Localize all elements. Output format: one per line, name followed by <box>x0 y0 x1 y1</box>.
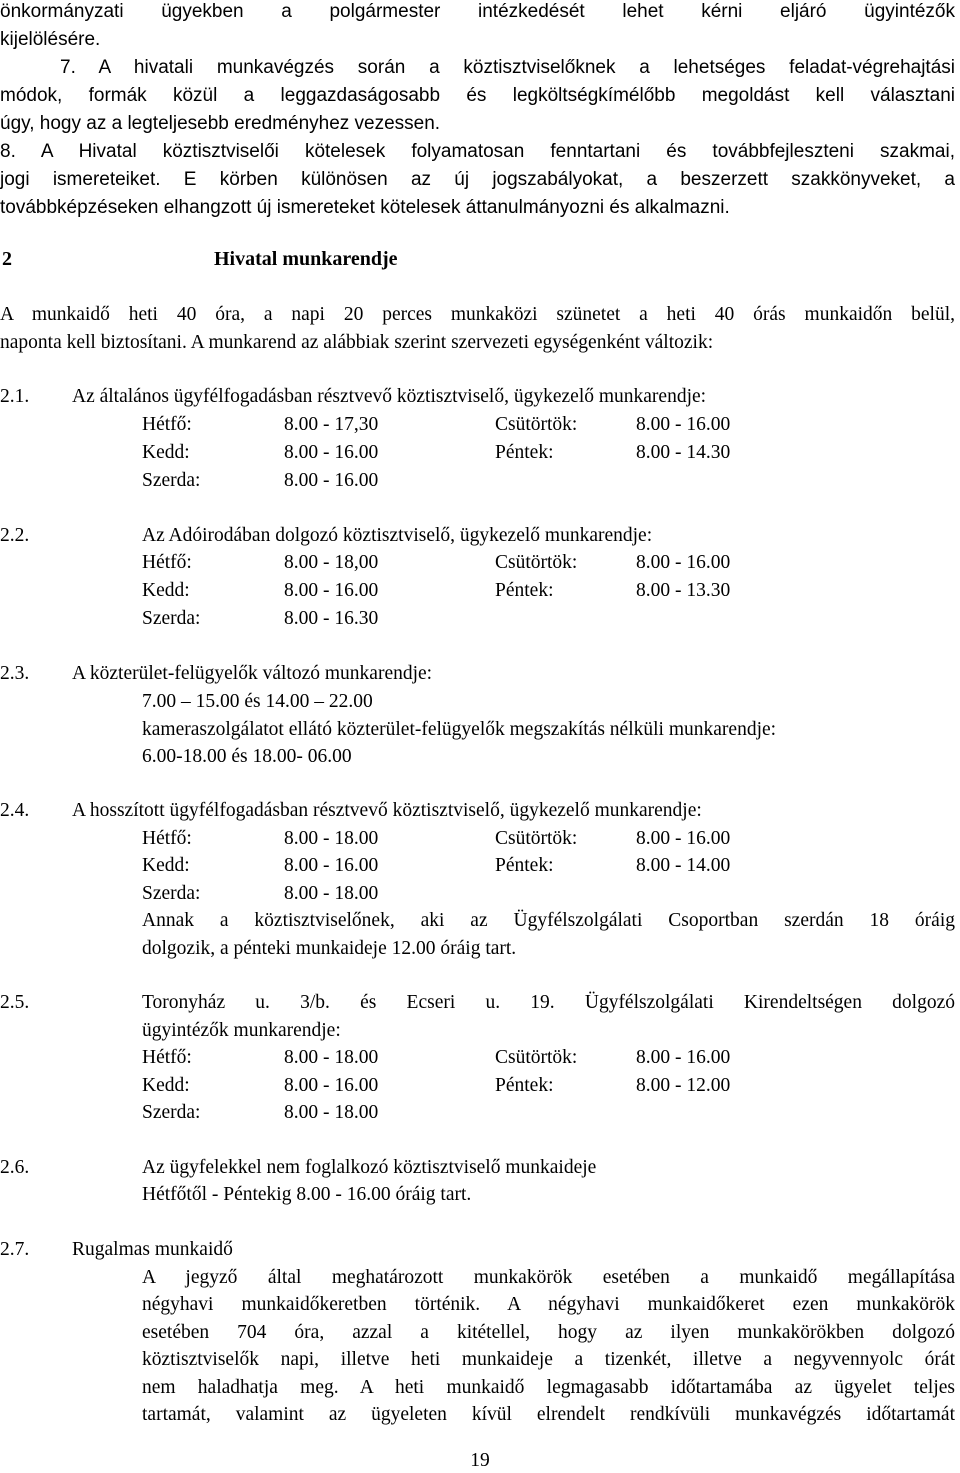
flex-time-line-4: köztisztviselők napi, illetve heti munkaideje a tizenkét, illetve a negyvennyolc órát <box>142 1349 955 1370</box>
schedule-time: 8.00 - 18.00 <box>284 1102 379 1123</box>
paragraph-8-line-2: jogi ismereteiket. E körben különösen az új jogszabályokat, a beszerzett szakkönyveket, a <box>0 169 955 190</box>
subsection-2-1-number: 2.1. <box>0 386 30 407</box>
schedule-day: Hétfő: <box>142 414 192 435</box>
schedule-time: 8.00 - 16.00 <box>284 470 379 491</box>
schedule-time: 8.00 - 16.00 <box>284 1075 379 1096</box>
subsection-2-6-title: Az ügyfelekkel nem foglalkozó köztisztviselő munkaideje <box>142 1157 597 1178</box>
subsection-2-6-number: 2.6. <box>0 1157 30 1178</box>
subsection-2-2-number: 2.2. <box>0 525 30 546</box>
note-line-1: Annak a köztisztviselőnek, aki az Ügyfélszolgálati Csoportban szerdán 18 óráig <box>142 910 955 931</box>
schedule-time: 8.00 - 16.00 <box>636 1047 731 1068</box>
schedule-time: 8.00 - 18.00 <box>284 883 379 904</box>
schedule-time: 8.00 - 16.00 <box>284 855 379 876</box>
schedule-line: Hétfőtől - Péntekig 8.00 - 16.00 óráig tart. <box>142 1184 472 1205</box>
schedule-day: Hétfő: <box>142 1047 192 1068</box>
schedule-line: 6.00-18.00 és 18.00- 06.00 <box>142 746 352 767</box>
schedule-time: 8.00 - 16.00 <box>284 442 379 463</box>
schedule-day: Péntek: <box>495 580 554 601</box>
intro-line-2: kijelölésére. <box>0 29 101 50</box>
schedule-day: Péntek: <box>495 442 554 463</box>
schedule-day: Kedd: <box>142 1075 190 1096</box>
paragraph-7-line-2: módok, formák közül a leggazdaságosabb és legköltségkímélőbb megoldást kell választani <box>0 85 955 106</box>
subsection-2-5-title-line-1: Toronyház u. 3/b. és Ecseri u. 19. Ügyfélszolgálati Kirendeltségen dolgozó <box>142 992 955 1013</box>
flex-time-line-3: esetében 704 óra, azzal a kitétellel, hogy az ilyen munkakörökben dolgozó <box>142 1322 955 1343</box>
schedule-time: 8.00 - 14.00 <box>636 855 731 876</box>
schedule-line: 7.00 – 15.00 és 14.00 – 22.00 <box>142 691 373 712</box>
section-paragraph-line-2: naponta kell biztosítani. A munkarend az alábbiak szerint szervezeti egységenként változik: <box>0 332 714 353</box>
flex-time-line-6: tartamát, valamint az ügyeleten kívül elrendelt rendkívüli munkavégzés időtartamát <box>142 1404 955 1425</box>
schedule-time: 8.00 - 13.30 <box>636 580 731 601</box>
schedule-day: Péntek: <box>495 855 554 876</box>
schedule-time: 8.00 - 14.30 <box>636 442 731 463</box>
section-paragraph-line-1: A munkaidő heti 40 óra, a napi 20 perces munkaközi szünetet a heti 40 órás munkaidőn belül, <box>0 304 955 325</box>
subsection-2-5-number: 2.5. <box>0 992 30 1013</box>
schedule-day: Csütörtök: <box>495 828 578 849</box>
schedule-time: 8.00 - 16.30 <box>284 608 379 629</box>
schedule-time: 8.00 - 18.00 <box>284 828 379 849</box>
page-number: 19 <box>470 1450 490 1471</box>
schedule-day: Hétfő: <box>142 552 192 573</box>
subsection-2-3-number: 2.3. <box>0 663 30 684</box>
subsection-2-1-title: Az általános ügyfélfogadásban résztvevő köztisztviselő, ügykezelő munkarendje: <box>72 386 707 407</box>
intro-line-1: önkormányzati ügyekben a polgármester intézkedését lehet kérni eljáró ügyintézők <box>0 1 955 22</box>
section-title: Hivatal munkarendje <box>214 248 398 270</box>
note-line-2: dolgozik, a pénteki munkaideje 12.00 óráig tart. <box>142 938 517 959</box>
section-number: 2 <box>2 248 12 270</box>
schedule-day: Csütörtök: <box>495 1047 578 1068</box>
schedule-day: Kedd: <box>142 442 190 463</box>
subsection-2-2-title: Az Adóirodában dolgozó köztisztviselő, ügykezelő munkarendje: <box>142 525 653 546</box>
paragraph-7-line-1: 7. A hivatali munkavégzés során a köztisztviselőknek a lehetséges feladat-végrehajtási <box>60 57 955 78</box>
schedule-day: Kedd: <box>142 855 190 876</box>
schedule-time: 8.00 - 16.00 <box>636 414 731 435</box>
subsection-2-4-number: 2.4. <box>0 800 30 821</box>
schedule-time: 8.00 - 16.00 <box>636 552 731 573</box>
paragraph-8-line-1: 8. A Hivatal köztisztviselői kötelesek folyamatosan fenntartani és továbbfejleszteni szakmai, <box>0 141 955 162</box>
flex-time-line-2: négyhavi munkaidőkeretben történik. A négyhavi munkaidőkeret ezen munkakörök <box>142 1294 955 1315</box>
schedule-day: Hétfő: <box>142 828 192 849</box>
schedule-time: 8.00 - 18,00 <box>284 552 379 573</box>
schedule-day: Szerda: <box>142 883 201 904</box>
schedule-day: Szerda: <box>142 608 201 629</box>
subsection-2-5-title-line-2: ügyintézők munkarendje: <box>142 1020 341 1041</box>
schedule-day: Kedd: <box>142 580 190 601</box>
schedule-time: 8.00 - 18.00 <box>284 1047 379 1068</box>
schedule-day: Szerda: <box>142 1102 201 1123</box>
schedule-day: Szerda: <box>142 470 201 491</box>
subsection-2-4-title: A hosszított ügyfélfogadásban résztvevő köztisztviselő, ügykezelő munkarendje: <box>72 800 702 821</box>
paragraph-7-line-3: úgy, hogy az a legteljesebb eredményhez vezessen. <box>0 113 441 134</box>
schedule-day: Csütörtök: <box>495 552 578 573</box>
subsection-2-7-number: 2.7. <box>0 1239 30 1260</box>
schedule-time: 8.00 - 16.00 <box>636 828 731 849</box>
schedule-time: 8.00 - 17,30 <box>284 414 379 435</box>
subsection-2-7-title: Rugalmas munkaidő <box>72 1239 233 1260</box>
subsection-2-3-title: A közterület-felügyelők változó munkarendje: <box>72 663 433 684</box>
paragraph-8-line-3: továbbképzéseken elhangzott új ismereteket kötelesek áttanulmányozni és alkalmazni. <box>0 197 730 218</box>
flex-time-line-5: nem haladhatja meg. A heti munkaidő legmagasabb időtartamába az ügyelet teljes <box>142 1377 955 1398</box>
schedule-time: 8.00 - 16.00 <box>284 580 379 601</box>
schedule-line: kameraszolgálatot ellátó közterület-felügyelők megszakítás nélküli munkarendje: <box>142 719 777 740</box>
flex-time-line-1: A jegyző által meghatározott munkakörök esetében a munkaidő megállapítása <box>142 1267 955 1288</box>
schedule-day: Péntek: <box>495 1075 554 1096</box>
schedule-time: 8.00 - 12.00 <box>636 1075 731 1096</box>
schedule-day: Csütörtök: <box>495 414 578 435</box>
